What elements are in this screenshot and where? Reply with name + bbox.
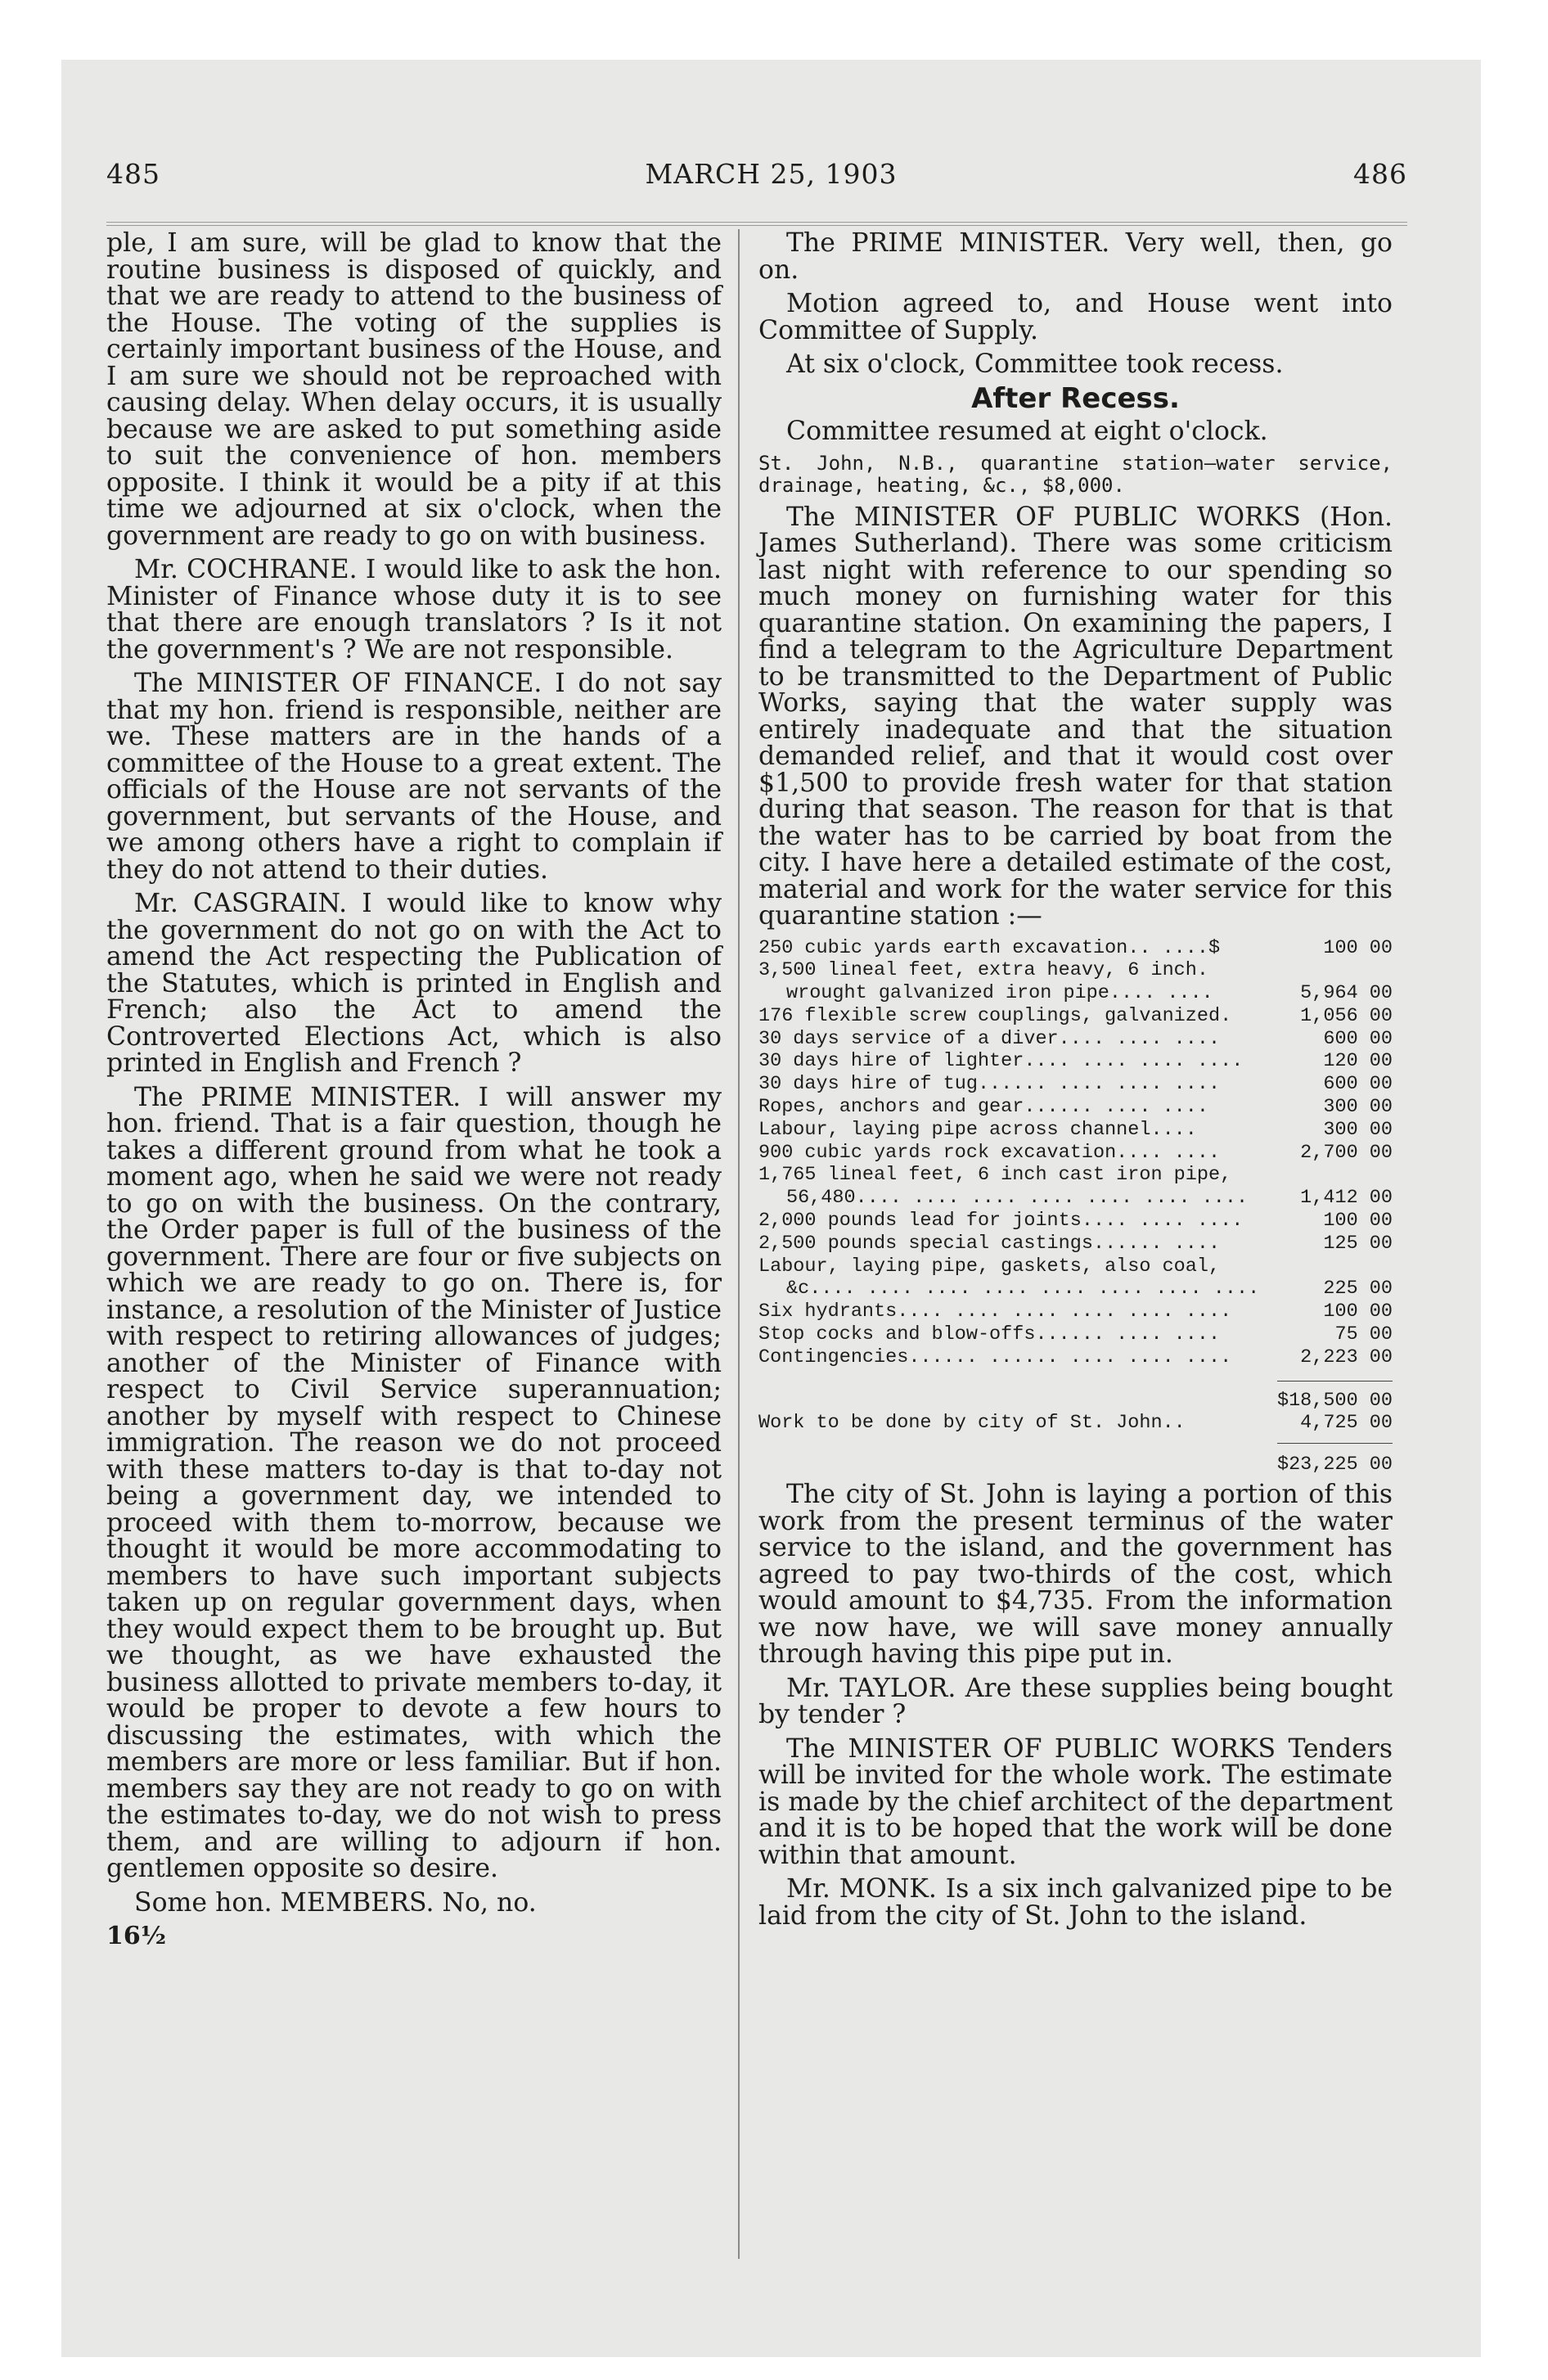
paragraph: Motion agreed to, and House went into Committee of Supply. <box>758 289 1393 345</box>
paragraph: The MINISTER OF PUBLIC WORKS Tenders will be invited for the whole work. The estimate is made by the chief architect of the department and it is to be hoped that the work will be done within that amount. <box>758 1733 1393 1870</box>
estimate-row <box>758 982 1393 1005</box>
paragraph: The PRIME MINISTER. Very well, then, go on. <box>758 228 1393 285</box>
paragraph: Some hon. MEMBERS. No, no. <box>134 1887 537 1918</box>
estimate-item-label: 30 days service of a diver.... .... .... <box>758 1027 1221 1050</box>
estimate-row <box>758 1005 1393 1028</box>
right-mid-paragraphs <box>758 418 1393 445</box>
estimate-item-amount: 1,412 00 <box>1300 1187 1393 1210</box>
estimate-item-amount <box>1388 1255 1393 1278</box>
paragraph: ple, I am sure, will be glad to know that the routine business is disposed of quickly, and that we are ready to attend to the business of the House. The voting of the supplies is certainly important business of the House, and I am sure we should not be reproached with causing delay. When delay occurs, it is usually because we are asked to put something aside to suit the convenience of hon. members opposite. I think it would be a pity if at this time we adjourned at six o'clock, when the government are ready to go on with business. <box>106 228 722 551</box>
grand-total-amount: $23,225 00 <box>1277 1443 1393 1476</box>
estimate-item-amount: 600 00 <box>1323 1073 1393 1096</box>
estimate-totals <box>758 1374 1393 1476</box>
estimate-item-amount <box>1388 1164 1393 1187</box>
estimate-item-amount: 300 00 <box>1323 1096 1393 1119</box>
estimate-row <box>758 937 1393 960</box>
estimate-item-label: 176 flexible screw couplings, galvanized. <box>758 1004 1232 1027</box>
estimate-row <box>758 1142 1393 1165</box>
estimate-row <box>758 959 1393 982</box>
estimate-row <box>758 1255 1393 1278</box>
right-column <box>758 230 1393 1936</box>
paragraph: Mr. MONK. Is a six inch galvanized pipe to be laid from the city of St. John to the island. <box>758 1874 1393 1931</box>
estimate-item-label: 2,500 pounds special castings...... .... <box>758 1232 1221 1255</box>
estimate-item-label: 2,000 pounds lead for joints.... .... .... <box>758 1210 1244 1233</box>
estimate-item-line: St. John, N.B., quarantine station—water service, drainage, heating, &c., $8,000. <box>758 451 1393 497</box>
estimate-row <box>758 1210 1393 1233</box>
paragraph: At six o'clock, Committee took recess. <box>786 349 1284 379</box>
estimate-row <box>758 1119 1393 1142</box>
paragraph: The MINISTER OF FINANCE. I do not say that my hon. friend is responsible, neither are we. These matters are in the hands of a committee of the House to a great extent. The officials of the House are not servants of the government, but servants of the House, and we among others have a right to complain if they do not attend to their duties. <box>106 669 722 885</box>
estimate-item-label: 56,480.... .... .... .... .... .... .... <box>786 1187 1249 1210</box>
estimate-item-amount: 2,700 00 <box>1300 1141 1393 1164</box>
estimate-item-amount: 100 00 <box>1323 936 1393 959</box>
estimate-row <box>758 1096 1393 1119</box>
cost-estimate-table <box>758 937 1393 1369</box>
minister-statement: The MINISTER OF PUBLIC WORKS (Hon. James Sutherland). There was some criticism last night with reference to our spending so much money on furnishing water for this quarantine station. On examining the papers, I find a telegram to the Agriculture Department to be transmitted to the Department of Public Works, saying that the water supply was entirely inadequate and that the situation demanded relief, and that it would cost over $1,500 to provide fresh water for that station during that season. The reason for that is that the water has to be carried by boat from the city. I have here a detailed estimate of the cost, material and work for the water service for this quarantine station :— <box>758 502 1393 931</box>
estimate-item-label: 30 days hire of lighter.... .... .... .... <box>758 1050 1244 1073</box>
estimate-row <box>758 1300 1393 1323</box>
page-scan <box>61 60 1481 2357</box>
estimate-row <box>758 1028 1393 1051</box>
estimate-item-amount <box>1388 959 1393 982</box>
estimate-item-label: Stop cocks and blow-offs...... .... .... <box>758 1323 1221 1346</box>
estimate-item-amount: 1,056 00 <box>1300 1004 1393 1027</box>
header-rule <box>106 222 1407 226</box>
estimate-item-label: &c.... .... .... .... .... .... .... .... <box>786 1278 1260 1300</box>
left-page-number: 485 <box>106 158 160 190</box>
estimate-row <box>758 1187 1393 1210</box>
estimate-item-amount: 5,964 00 <box>1300 982 1393 1005</box>
estimate-item-amount: 225 00 <box>1323 1278 1393 1300</box>
paragraph: Mr. TAYLOR. Are these supplies being bought by tender ? <box>758 1673 1393 1730</box>
estimate-item-label: 250 cubic yards earth excavation.. ....$ <box>758 936 1221 959</box>
subtotal-amount: $18,500 00 <box>1277 1381 1393 1413</box>
grand-total-row <box>758 1435 1393 1476</box>
left-paragraphs <box>106 230 722 1916</box>
estimate-item-label: wrought galvanized iron pipe.... .... <box>786 982 1213 1005</box>
estimate-item-amount: 600 00 <box>1323 1027 1393 1050</box>
paragraph: Mr. CASGRAIN. I would like to know why the government do not go on with the Act to amend the Act respecting the Publication of the Statutes, which is printed in English and French; also the Act to amend the Controverted Elections Act, which is also printed in English and French ? <box>106 889 722 1078</box>
estimate-item-label: 900 cubic yards rock excavation.... .... <box>758 1141 1221 1164</box>
paragraph: The city of St. John is laying a portion of this work from the present terminus of the water service to the island, and the government has agreed to pay two-thirds of the cost, which would amount to $4,735. From the information we now have, we will save money annually through having this pipe put in. <box>758 1480 1393 1670</box>
column-divider <box>738 229 740 2259</box>
estimate-item-amount: 2,223 00 <box>1300 1346 1393 1368</box>
estimate-row <box>758 1323 1393 1346</box>
estimate-row <box>758 1073 1393 1096</box>
estimate-row <box>758 1164 1393 1187</box>
recess-heading: After Recess. <box>971 381 1180 415</box>
right-bottom-paragraphs <box>758 1481 1393 1929</box>
estimate-row <box>758 1233 1393 1255</box>
right-top-paragraphs <box>758 230 1393 378</box>
estimate-item-label: 1,765 lineal feet, 6 inch cast iron pipe, <box>758 1164 1232 1187</box>
left-column <box>106 230 722 1950</box>
paragraph: The PRIME MINISTER. I will answer my hon. friend. That is a fair question, though he takes a different ground from what he took a moment ago, when he said we were not ready to go on with the business. On the contrary, the Order paper is full of the business of the government. There are four or five subjects on which we are ready to go on. There is, for instance, a resolution of the Minister of Justice with respect to retiring allowances of judges; another of the Minister of Finance with respect to Civil Service superannuation; another by myself with respect to Chinese immigration. The reason we do not proceed with these matters to-day is that to-day not being a government day, we intended to proceed with them to-morrow, because we thought it would be more accommodating to members to have such important subjects taken up on regular government days, when they would expect them to be brought up. But we thought, as we have exhausted the business allotted to private members to-day, it would be proper to devote a few hours to discussing the estimates, with which the members are more or less familiar. But if hon. members say they are not ready to go on with the estimates to-day, we do not wish to press them, and are willing to adjourn if hon. gentlemen opposite so desire. <box>106 1082 722 1883</box>
estimate-item-label: 30 days hire of tug...... .... .... .... <box>758 1073 1221 1096</box>
subtotal-row <box>758 1374 1393 1413</box>
estimate-item-label: Six hydrants.... .... .... .... .... .... <box>758 1300 1232 1323</box>
estimate-item-label: Labour, laying pipe across channel.... <box>758 1118 1197 1141</box>
estimate-item-label: Contingencies...... ...... .... .... .... <box>758 1346 1232 1368</box>
paragraph: Committee resumed at eight o'clock. <box>786 417 1268 446</box>
estimate-row <box>758 1346 1393 1369</box>
page-header-date: MARCH 25, 1903 <box>645 158 898 190</box>
estimate-item-amount: 100 00 <box>1323 1210 1393 1233</box>
estimate-item-amount: 75 00 <box>1334 1323 1393 1346</box>
estimate-row <box>758 1050 1393 1073</box>
signature-mark: 16½ <box>106 1922 167 1950</box>
estimate-item-amount: 100 00 <box>1323 1300 1393 1323</box>
estimate-item-label: Ropes, anchors and gear...... .... .... <box>758 1096 1208 1119</box>
city-work-amount: 4,725 00 <box>1300 1412 1393 1435</box>
estimate-item-amount: 300 00 <box>1323 1118 1393 1141</box>
city-work-label: Work to be done by city of St. John.. <box>758 1412 1186 1435</box>
paragraph: Mr. COCHRANE. I would like to ask the hon. Minister of Finance whose duty it is to see that there are enough translators ? Is it not the government's ? We are not responsible. <box>106 555 722 665</box>
city-work-row <box>758 1412 1393 1435</box>
right-page-number: 486 <box>1353 158 1407 190</box>
estimate-item-amount: 120 00 <box>1323 1050 1393 1073</box>
estimate-item-label: Labour, laying pipe, gaskets, also coal, <box>758 1255 1221 1278</box>
estimate-item-amount: 125 00 <box>1323 1232 1393 1255</box>
estimate-item-label: 3,500 lineal feet, extra heavy, 6 inch. <box>758 959 1208 982</box>
estimate-row <box>758 1278 1393 1300</box>
